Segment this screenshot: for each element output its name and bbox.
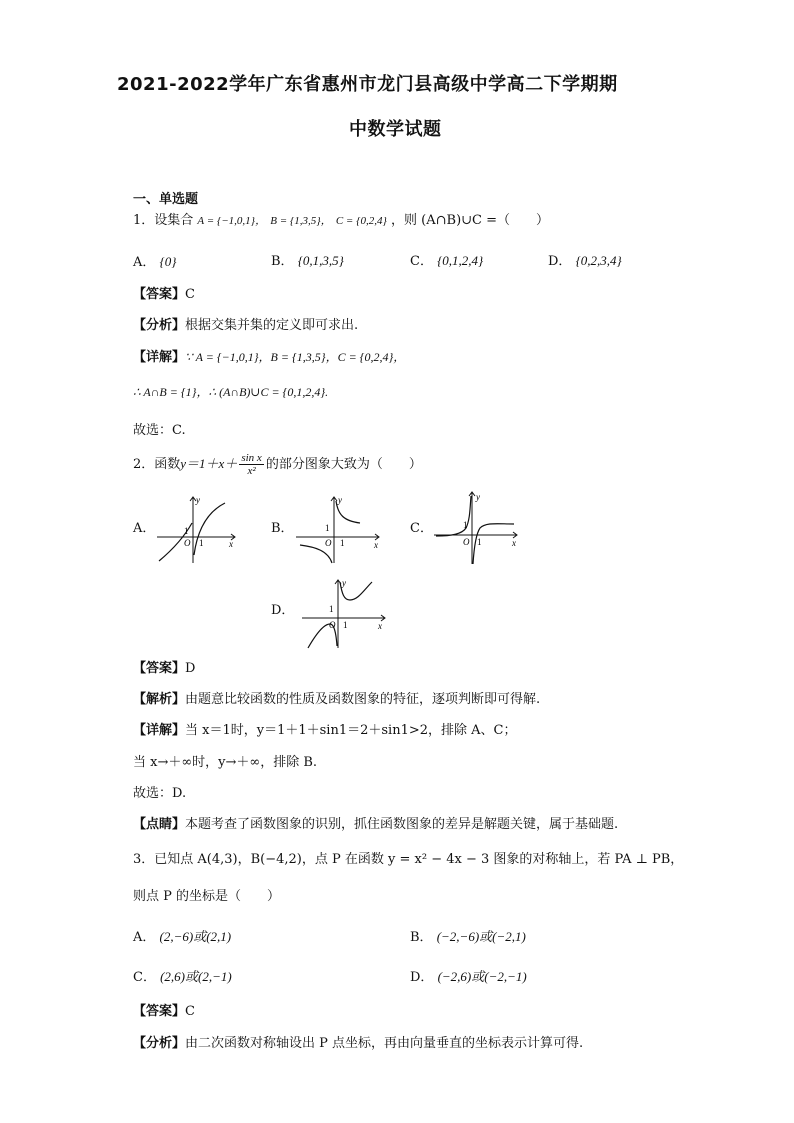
graph-c-tick-x: 1 (477, 537, 482, 547)
graph-d-label: D． (271, 603, 295, 618)
q2-fraction: $\frac{\text{sin x}}{\text{x²}}$ (241, 452, 262, 477)
graph-a-tick-x: 1 (199, 538, 204, 548)
q1-set-b: B = {1,3,5}， (270, 215, 332, 227)
graph-b-label: B． (271, 521, 294, 536)
q2-stem: 2．函数y＝1＋x＋ $\frac{\text{sin x}}{\text{x²}}$ 的部分图象大致为（ ） (133, 452, 422, 477)
graph-a-tick-y: 1 (184, 526, 189, 536)
q3-answer: 【答案】C (133, 1004, 195, 1019)
graph-c-origin: O (463, 537, 470, 547)
q1-prefix: 1．设集合 (133, 213, 194, 228)
graph-a-origin: O (184, 538, 191, 548)
page-title-line1: 2021-2022学年广东省惠州市龙门县高级中学高二下学期期 (117, 74, 618, 95)
graph-a-y-label: y (196, 495, 200, 505)
q3-option-c: C． (2,6)或(2,−1) (133, 969, 232, 985)
q2-comment: 【点睛】本题考查了函数图象的识别，抓住函数图象的差异是解题关键，属于基础题. (133, 817, 619, 832)
graph-c-y-label: y (476, 492, 480, 502)
q3-stem-line1: 3．已知点 A(4,3)，B(−4,2)，点 P 在函数 y = x² − 4x − 3 图象的对称轴上，若 PA ⊥ PB， (133, 852, 684, 867)
graph-d-tick-x: 1 (343, 620, 348, 630)
q2-analysis: 【解析】由题意比较函数的性质及函数图象的特征，逐项判断即可得解. (133, 692, 541, 707)
graph-c-label: C． (410, 521, 433, 536)
graph-b-origin: O (325, 538, 332, 548)
graph-c-tick-y: 1 (463, 520, 468, 530)
q1-analysis: 【分析】根据交集并集的定义即可求出. (133, 318, 359, 333)
graph-d-y-label: y (342, 578, 346, 588)
graph-a-label: A． (133, 521, 156, 536)
graph-d (300, 576, 390, 650)
graph-b-tick-x: 1 (340, 538, 345, 548)
q1-option-b: B． {0,1,3,5} (271, 253, 344, 269)
q1-set-c: C = {0,2,4} (335, 215, 387, 227)
graph-b-y-label: y (338, 495, 342, 505)
q3-option-d: D． (−2,6)或(−2,−1) (410, 969, 527, 985)
graph-c (432, 488, 522, 566)
q3-option-b: B． (−2,−6)或(−2,1) (410, 929, 526, 945)
q1-choose: 故选：C. (133, 423, 186, 438)
section-heading: 一、单选题 (133, 192, 199, 207)
q2-choose: 故选：D. (133, 786, 187, 801)
graph-b (294, 493, 384, 565)
q2-answer: 【答案】D (133, 661, 196, 676)
q3-analysis: 【分析】由二次函数对称轴设出 P 点坐标，再由向量垂直的坐标表示计算可得. (133, 1036, 584, 1051)
q1-stem (133, 213, 549, 229)
q1-set-a: A = {−1,0,1}， (197, 215, 267, 227)
graph-b-tick-y: 1 (325, 523, 330, 533)
q1-ask: ，则 (A∩B)∪C =（ ） (391, 213, 550, 228)
q3-stem-line2: 则点 P 的坐标是（ ） (133, 889, 281, 904)
graph-c-x-label: x (512, 538, 516, 548)
q2-detail-2: 当 x→＋∞时，y→＋∞，排除 B. (133, 755, 318, 770)
page-title-line2: 中数学试题 (349, 119, 442, 140)
graph-b-x-label: x (374, 540, 378, 550)
q1-option-d: D． {0,2,3,4} (548, 253, 622, 269)
q1-answer: 【答案】C (133, 287, 195, 302)
graph-d-origin: O (329, 620, 336, 630)
graph-c-curve-left (436, 496, 471, 536)
q1-detail-2: ∴ A∩B = {1}，∴ (A∩B)∪C = {0,1,2,4}. (133, 385, 329, 399)
graph-a-x-label: x (229, 539, 233, 549)
graph-a (155, 493, 240, 565)
graph-d-tick-y: 1 (329, 604, 334, 614)
q3-option-a: A． (2,−6)或(2,1) (133, 929, 232, 945)
q1-option-c: C． {0,1,2,4} (410, 253, 484, 269)
q2-detail-1: 【详解】当 x＝1时，y＝1＋1＋sin1＝2＋sin1>2，排除 A、C； (133, 723, 517, 738)
q1-detail-1: 【详解】∵ A = {−1,0,1}，B = {1,3,5}，C = {0,2,4}， (133, 350, 406, 365)
q1-option-a: A． {0} (133, 254, 177, 270)
graph-d-x-label: x (378, 621, 382, 631)
